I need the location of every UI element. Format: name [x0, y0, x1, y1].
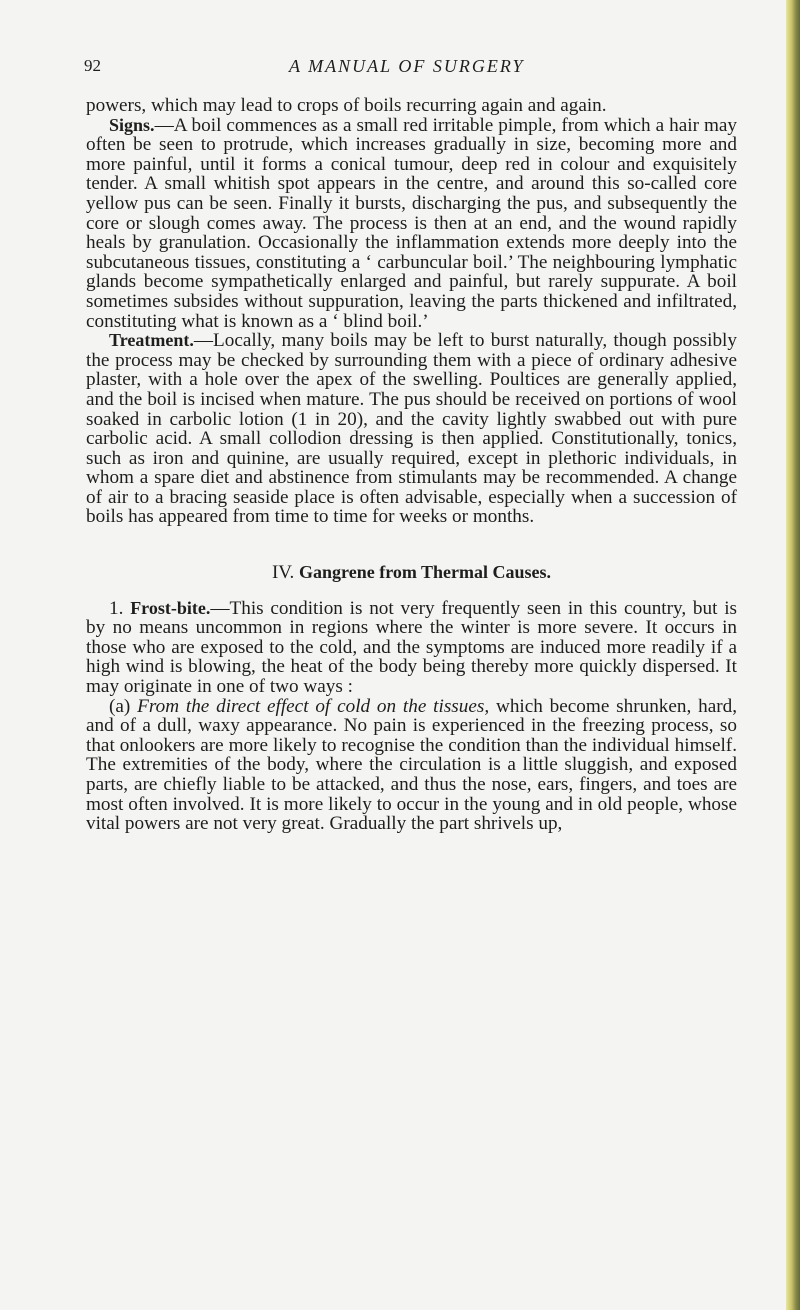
list-label: (a) — [109, 695, 131, 717]
treatment-heading: Treatment. — [109, 330, 194, 351]
signs-heading: Signs. — [109, 114, 155, 135]
paragraph-continuation — [86, 96, 737, 116]
page-edge — [786, 0, 800, 1310]
paragraph-text: —This condition is not very frequently seen in this country, but is by no means uncommon in regions where the winter is more severe. It occurs in those who are exposed to the cold, and the symptoms are induced more readily if a high wind is blowing, the heat of the body being thereby more quickly dispersed. It may originate in one of two ways : — [86, 597, 737, 698]
section-title: Gangrene from Thermal Causes. — [299, 562, 552, 583]
paragraph-text: which become shrunken, hard, and of a dull, waxy appearance. No pain is experienced in the freezing process, so that onlookers are more likely to recognise the condition than the individual himself. The extremities of the body, where the circulation is a little sluggish, and exposed parts, are chiefly liable to be attacked, and thus the nose, ears, fingers, and toes are most often involved. It is more likely to occur in the young and in old people, whose vital powers are not very great. Gradually the part shrivels up, — [86, 695, 737, 835]
paragraph-signs — [86, 116, 737, 332]
italic-phrase: From the direct effect of cold on the tissues, — [137, 695, 490, 717]
page-body — [86, 96, 737, 834]
frostbite-heading: Frost-bite. — [130, 597, 211, 618]
paragraph-direct-effect — [86, 697, 737, 834]
running-head: A MANUAL OF SURGERY — [289, 56, 525, 76]
paragraph-text: powers, which may lead to crops of boils recurring again and again. — [86, 95, 607, 116]
paragraph-text: —Locally, many boils may be left to burst naturally, though possibly the process may be checked by surrounding them with a piece of ordinary adhesive plaster, with a hole over the apex of the swelling. Poultices are generally applied, and the boil is incised when mature. The pus should be received on portions of wool soaked in carbolic lotion (1 in 20), and the cavity lightly swabbed out with pure carbolic acid. A small collodion dressing is then applied. Constitutionally, tonics, such as iron and quinine, are usually required, except in plethoric individuals, in whom a spare diet and abstinence from stimulants may be recommended. A change of air to a bracing seaside place is often advisable, especially when a succession of boils has appeared from time to time for weeks or months. — [86, 330, 737, 528]
section-numeral: IV. — [271, 562, 295, 584]
paragraph-text: —A boil commences as a small red irritable pimple, from which a hair may often be seen to protrude, which increases gradually in size, becoming more and more painful, until it forms a conical tumour, deep red in colour and exquisitely tender. A small whitish spot appears in the centre, and around this so-called core yellow pus can be seen. Finally it bursts, discharging the pus, and subsequently the core or slough comes away. The process is then at an end, and the wound rapidly heals by granulation. Occasionally the inflammation extends more deeply into the subcutaneous tissues, constituting a ‘ carbuncular boil.’ The neighbouring lymphatic glands become sympathetically enlarged and painful, but rarely suppurate. A boil sometimes subsides without suppuration, leaving the parts thickened and infiltrated, constituting what is known as a ‘ blind boil.’ — [86, 114, 737, 332]
page-number: 92 — [84, 56, 101, 75]
paragraph-frostbite — [86, 599, 737, 697]
list-number: 1. — [109, 597, 124, 619]
paragraph-treatment — [86, 331, 737, 527]
section-heading — [86, 563, 737, 583]
page-header — [84, 52, 739, 82]
